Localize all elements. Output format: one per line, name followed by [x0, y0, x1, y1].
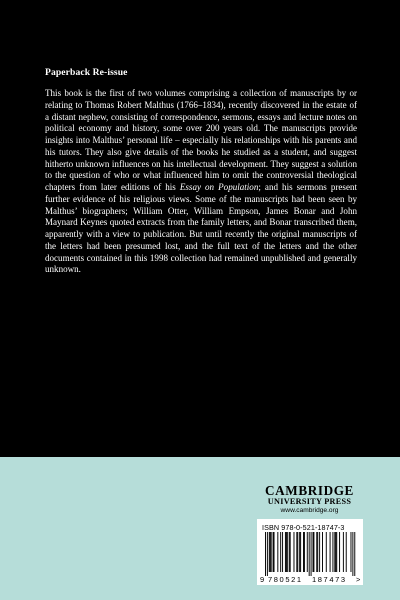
barcode-bar [307, 532, 308, 572]
publisher-press: UNIVERSITY PRESS [267, 497, 352, 506]
barcode-bar [274, 532, 275, 572]
publisher-url: www.cambridge.org [280, 507, 339, 514]
blurb-book-title: Essay on Population [179, 182, 259, 192]
barcode-bar [313, 532, 314, 572]
barcode-bar [311, 532, 312, 576]
barcode-left-group: 780521 [268, 575, 303, 584]
barcode-bar [296, 532, 297, 572]
barcode-bar [346, 532, 347, 572]
barcode-bar [322, 532, 323, 572]
barcode-bar [285, 532, 286, 572]
barcode-bar [273, 532, 274, 572]
publisher-name: CAMBRIDGE [265, 483, 354, 498]
blurb-part-2: ; and his sermons present further evidence of his religious views. Some of the manuscripts had been seen by Malthus’ biographers; William Otter, William Empson, James Bonar and John Maynard Keynes quoted extracts from the family letters, and Bonar transcribed them, apparently with a view to publication. But until recently the original manuscripts of the letters had been presumed lost, and the full text of the letters and the other documents contained in this 1998 collection had remained unpublished and generally unknown. [45, 182, 357, 275]
barcode-bar [277, 532, 278, 572]
barcode-icon [260, 532, 360, 576]
barcode-bar [299, 532, 300, 572]
barcode-bar [280, 532, 281, 572]
barcode-bar [282, 532, 283, 572]
barcode-bar [316, 532, 317, 572]
barcode-bar [271, 532, 272, 572]
barcode-bar [354, 532, 355, 576]
barcode-bar [336, 532, 337, 572]
barcode-bar [335, 532, 336, 572]
barcode-arrow: > [356, 575, 361, 584]
barcode-bar [309, 532, 310, 576]
barcode-bar [270, 532, 271, 572]
barcode-bar [297, 532, 298, 572]
barcode-bar [303, 532, 304, 572]
barcode-bar [343, 532, 344, 572]
barcode-bar [267, 532, 268, 576]
barcode-bar [265, 532, 266, 576]
barcode-bar [319, 532, 320, 572]
reissue-heading: Paperback Re-issue [45, 67, 128, 78]
barcode-bar [313, 532, 314, 572]
isbn-label: ISBN 978-0-521-18747-3 [262, 523, 345, 532]
barcode-bar [269, 532, 270, 572]
barcode-bar [290, 532, 291, 572]
isbn-barcode-box [257, 519, 363, 585]
barcode-bar [351, 532, 352, 572]
barcode-bar [339, 532, 340, 572]
publisher-logo [262, 484, 357, 515]
barcode-bar [304, 532, 305, 572]
blurb-part-1: This book is the first of two volumes comprising a collection of manuscripts by or relating to Thomas Robert Malthus (1766–1834), recently discovered in the estate of a distant nephew, consisting of correspondence, sermons, essays and lecture notes on political economy and history, some over 200 years old. The manuscripts provide insights into Malthus’ personal life – especially his relationships with his parents and his tutors. They also give details of the books he studied as a student, and suggest hitherto unknown influences on his intellectual development. They suggest a solution to the question of who or what influenced him to omit the controversial theological chapters from later editions of his [45, 88, 357, 192]
barcode-first-digit: 9 [260, 575, 265, 584]
barcode-bar [330, 532, 331, 572]
barcode-bar [332, 532, 333, 572]
barcode-bar [287, 532, 288, 572]
barcode-bar [289, 532, 290, 572]
barcode-bar [286, 532, 287, 572]
barcode-bar [300, 532, 301, 572]
barcode-bar [334, 532, 335, 572]
barcode-right-group: 187473 [312, 575, 347, 584]
barcode-bar [317, 532, 318, 572]
barcode-bar [294, 532, 295, 572]
barcode-bar [352, 532, 353, 576]
barcode-bar [326, 532, 327, 572]
blurb-text [45, 88, 357, 276]
